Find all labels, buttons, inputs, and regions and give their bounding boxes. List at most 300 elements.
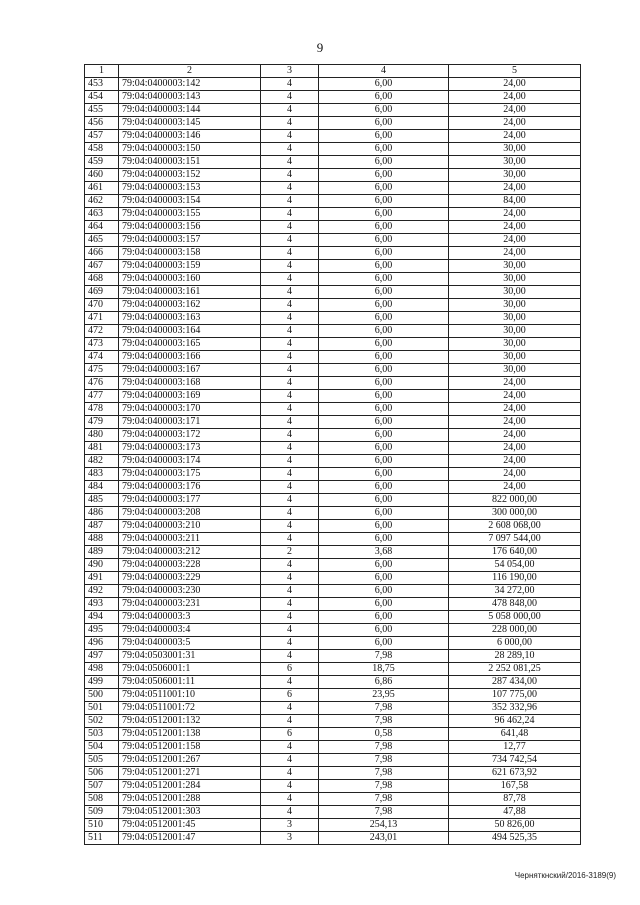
rate-value: 6,00 — [319, 533, 449, 546]
table-row — [85, 312, 581, 325]
row-number: 492 — [85, 585, 119, 598]
table-row — [85, 130, 581, 143]
table-row — [85, 715, 581, 728]
category-code: 4 — [261, 104, 319, 117]
category-code: 4 — [261, 195, 319, 208]
category-code: 4 — [261, 676, 319, 689]
cadastral-number: 79:04:0512001:271 — [119, 767, 261, 780]
cadastral-number: 79:04:0400003:151 — [119, 156, 261, 169]
table-header-row — [85, 65, 581, 78]
table-row — [85, 208, 581, 221]
table-row — [85, 728, 581, 741]
row-number: 501 — [85, 702, 119, 715]
category-code: 4 — [261, 585, 319, 598]
rate-value: 7,98 — [319, 767, 449, 780]
row-number: 494 — [85, 611, 119, 624]
amount-value: 24,00 — [449, 416, 581, 429]
cadastral-number: 79:04:0511001:72 — [119, 702, 261, 715]
row-number: 470 — [85, 299, 119, 312]
row-number: 487 — [85, 520, 119, 533]
amount-value: 96 462,24 — [449, 715, 581, 728]
cadastral-number: 79:04:0400003:152 — [119, 169, 261, 182]
row-number: 455 — [85, 104, 119, 117]
table-row — [85, 403, 581, 416]
category-code: 4 — [261, 442, 319, 455]
category-code: 4 — [261, 494, 319, 507]
table-row — [85, 481, 581, 494]
column-header: 1 — [85, 65, 119, 78]
category-code: 4 — [261, 169, 319, 182]
table-row — [85, 507, 581, 520]
rate-value: 6,00 — [319, 598, 449, 611]
row-number: 493 — [85, 598, 119, 611]
rate-value: 6,00 — [319, 104, 449, 117]
rate-value: 6,00 — [319, 78, 449, 91]
category-code: 4 — [261, 520, 319, 533]
amount-value: 24,00 — [449, 377, 581, 390]
amount-value: 24,00 — [449, 182, 581, 195]
amount-value: 30,00 — [449, 338, 581, 351]
rate-value: 0,58 — [319, 728, 449, 741]
rate-value: 7,98 — [319, 741, 449, 754]
category-code: 4 — [261, 286, 319, 299]
column-header: 2 — [119, 65, 261, 78]
amount-value: 24,00 — [449, 247, 581, 260]
rate-value: 6,00 — [319, 364, 449, 377]
rate-value: 7,98 — [319, 793, 449, 806]
category-code: 4 — [261, 741, 319, 754]
table-row — [85, 325, 581, 338]
amount-value: 30,00 — [449, 325, 581, 338]
amount-value: 84,00 — [449, 195, 581, 208]
cadastral-number: 79:04:0400003:156 — [119, 221, 261, 234]
rate-value: 6,00 — [319, 338, 449, 351]
rate-value: 6,00 — [319, 403, 449, 416]
table-row — [85, 247, 581, 260]
rate-value: 6,00 — [319, 351, 449, 364]
cadastral-number: 79:04:0400003:230 — [119, 585, 261, 598]
rate-value: 6,00 — [319, 312, 449, 325]
row-number: 488 — [85, 533, 119, 546]
amount-value: 2 608 068,00 — [449, 520, 581, 533]
table-row — [85, 741, 581, 754]
row-number: 471 — [85, 312, 119, 325]
cadastral-number: 79:04:0400003:167 — [119, 364, 261, 377]
table-row — [85, 338, 581, 351]
row-number: 472 — [85, 325, 119, 338]
table-row — [85, 689, 581, 702]
table-row — [85, 598, 581, 611]
category-code: 4 — [261, 364, 319, 377]
rate-value: 6,00 — [319, 208, 449, 221]
amount-value: 5 058 000,00 — [449, 611, 581, 624]
table-row — [85, 195, 581, 208]
cadastral-number: 79:04:0400003:163 — [119, 312, 261, 325]
category-code: 2 — [261, 546, 319, 559]
rate-value: 7,98 — [319, 715, 449, 728]
table-row — [85, 767, 581, 780]
amount-value: 24,00 — [449, 455, 581, 468]
cadastral-number: 79:04:0400003:160 — [119, 273, 261, 286]
row-number: 489 — [85, 546, 119, 559]
amount-value: 494 525,35 — [449, 832, 581, 845]
category-code: 4 — [261, 260, 319, 273]
category-code: 4 — [261, 559, 319, 572]
amount-value: 228 000,00 — [449, 624, 581, 637]
cadastral-number: 79:04:0512001:284 — [119, 780, 261, 793]
cadastral-number: 79:04:0400003:142 — [119, 78, 261, 91]
amount-value: 50 826,00 — [449, 819, 581, 832]
row-number: 503 — [85, 728, 119, 741]
category-code: 3 — [261, 832, 319, 845]
table-row — [85, 117, 581, 130]
table-row — [85, 637, 581, 650]
rate-value: 6,00 — [319, 117, 449, 130]
rate-value: 6,00 — [319, 429, 449, 442]
row-number: 474 — [85, 351, 119, 364]
rate-value: 6,00 — [319, 624, 449, 637]
cadastral-number: 79:04:0512001:288 — [119, 793, 261, 806]
cadastral-number: 79:04:0400003:150 — [119, 143, 261, 156]
row-number: 468 — [85, 273, 119, 286]
cadastral-number: 79:04:0400003:162 — [119, 299, 261, 312]
table-row — [85, 572, 581, 585]
row-number: 505 — [85, 754, 119, 767]
page-number: 9 — [316, 40, 324, 55]
table-row — [85, 429, 581, 442]
cadastral-number: 79:04:0400003:157 — [119, 234, 261, 247]
table-row — [85, 234, 581, 247]
row-number: 484 — [85, 481, 119, 494]
cadastral-number: 79:04:0400003:228 — [119, 559, 261, 572]
category-code: 4 — [261, 715, 319, 728]
table-row — [85, 273, 581, 286]
amount-value: 24,00 — [449, 403, 581, 416]
row-number: 483 — [85, 468, 119, 481]
category-code: 4 — [261, 598, 319, 611]
category-code: 4 — [261, 637, 319, 650]
category-code: 4 — [261, 806, 319, 819]
cadastral-number: 79:04:0400003:164 — [119, 325, 261, 338]
category-code: 6 — [261, 663, 319, 676]
row-number: 491 — [85, 572, 119, 585]
cadastral-number: 79:04:0512001:303 — [119, 806, 261, 819]
cadastral-number: 79:04:0400003:168 — [119, 377, 261, 390]
table-row — [85, 533, 581, 546]
cadastral-number: 79:04:0400003:146 — [119, 130, 261, 143]
row-number: 480 — [85, 429, 119, 442]
row-number: 479 — [85, 416, 119, 429]
row-number: 458 — [85, 143, 119, 156]
category-code: 4 — [261, 221, 319, 234]
row-number: 461 — [85, 182, 119, 195]
table-row — [85, 624, 581, 637]
rate-value: 6,00 — [319, 221, 449, 234]
table-row — [85, 104, 581, 117]
row-number: 498 — [85, 663, 119, 676]
amount-value: 24,00 — [449, 221, 581, 234]
category-code: 6 — [261, 689, 319, 702]
rate-value: 6,00 — [319, 299, 449, 312]
cadastral-number: 79:04:0400003:174 — [119, 455, 261, 468]
rate-value: 7,98 — [319, 650, 449, 663]
table-row — [85, 611, 581, 624]
row-number: 462 — [85, 195, 119, 208]
amount-value: 30,00 — [449, 299, 581, 312]
rate-value: 23,95 — [319, 689, 449, 702]
rate-value: 6,00 — [319, 260, 449, 273]
category-code: 4 — [261, 143, 319, 156]
rate-value: 6,00 — [319, 325, 449, 338]
amount-value: 621 673,92 — [449, 767, 581, 780]
rate-value: 6,00 — [319, 416, 449, 429]
category-code: 4 — [261, 455, 319, 468]
category-code: 4 — [261, 767, 319, 780]
amount-value: 24,00 — [449, 234, 581, 247]
row-number: 509 — [85, 806, 119, 819]
table-row — [85, 520, 581, 533]
row-number: 454 — [85, 91, 119, 104]
category-code: 4 — [261, 390, 319, 403]
amount-value: 6 000,00 — [449, 637, 581, 650]
row-number: 469 — [85, 286, 119, 299]
cadastral-number: 79:04:0400003:153 — [119, 182, 261, 195]
cadastral-number: 79:04:0506001:1 — [119, 663, 261, 676]
rate-value: 6,00 — [319, 390, 449, 403]
rate-value: 6,00 — [319, 468, 449, 481]
category-code: 6 — [261, 728, 319, 741]
amount-value: 28 289,10 — [449, 650, 581, 663]
amount-value: 30,00 — [449, 169, 581, 182]
table-row — [85, 546, 581, 559]
amount-value: 24,00 — [449, 442, 581, 455]
row-number: 476 — [85, 377, 119, 390]
row-number: 478 — [85, 403, 119, 416]
row-number: 457 — [85, 130, 119, 143]
table-row — [85, 832, 581, 845]
rate-value: 6,00 — [319, 156, 449, 169]
row-number: 507 — [85, 780, 119, 793]
table-row — [85, 494, 581, 507]
rate-value: 6,00 — [319, 637, 449, 650]
cadastral-number: 79:04:0400003:212 — [119, 546, 261, 559]
amount-value: 24,00 — [449, 468, 581, 481]
category-code: 4 — [261, 611, 319, 624]
rate-value: 6,00 — [319, 585, 449, 598]
rate-value: 6,00 — [319, 520, 449, 533]
category-code: 4 — [261, 377, 319, 390]
row-number: 477 — [85, 390, 119, 403]
category-code: 4 — [261, 338, 319, 351]
category-code: 4 — [261, 325, 319, 338]
table-row — [85, 585, 581, 598]
table-row — [85, 299, 581, 312]
rate-value: 6,00 — [319, 247, 449, 260]
rate-value: 6,00 — [319, 195, 449, 208]
column-header: 4 — [319, 65, 449, 78]
amount-value: 34 272,00 — [449, 585, 581, 598]
cadastral-number: 79:04:0400003:155 — [119, 208, 261, 221]
rate-value: 6,00 — [319, 234, 449, 247]
row-number: 485 — [85, 494, 119, 507]
cadastral-number: 79:04:0512001:158 — [119, 741, 261, 754]
document-code: Черняткнский/2016-3189(9) — [514, 871, 616, 880]
row-number: 456 — [85, 117, 119, 130]
table-body — [85, 78, 581, 845]
column-header: 5 — [449, 65, 581, 78]
table-row — [85, 286, 581, 299]
table-row — [85, 156, 581, 169]
category-code: 4 — [261, 507, 319, 520]
row-number: 475 — [85, 364, 119, 377]
row-number: 482 — [85, 455, 119, 468]
table-row — [85, 221, 581, 234]
amount-value: 24,00 — [449, 208, 581, 221]
category-code: 4 — [261, 754, 319, 767]
category-code: 4 — [261, 481, 319, 494]
table-row — [85, 91, 581, 104]
rate-value: 6,00 — [319, 507, 449, 520]
table-row — [85, 260, 581, 273]
rate-value: 6,00 — [319, 559, 449, 572]
category-code: 4 — [261, 156, 319, 169]
table-row — [85, 182, 581, 195]
category-code: 4 — [261, 91, 319, 104]
cadastral-number: 79:04:0400003:3 — [119, 611, 261, 624]
table-row — [85, 143, 581, 156]
category-code: 4 — [261, 468, 319, 481]
rate-value: 18,75 — [319, 663, 449, 676]
cadastral-number: 79:04:0503001:31 — [119, 650, 261, 663]
amount-value: 24,00 — [449, 104, 581, 117]
table-row — [85, 806, 581, 819]
table-row — [85, 442, 581, 455]
rate-value: 6,00 — [319, 494, 449, 507]
amount-value: 24,00 — [449, 429, 581, 442]
row-number: 473 — [85, 338, 119, 351]
amount-value: 54 054,00 — [449, 559, 581, 572]
category-code: 4 — [261, 650, 319, 663]
amount-value: 24,00 — [449, 91, 581, 104]
cadastral-number: 79:04:0512001:47 — [119, 832, 261, 845]
amount-value: 87,78 — [449, 793, 581, 806]
amount-value: 7 097 544,00 — [449, 533, 581, 546]
table-row — [85, 559, 581, 572]
rate-value: 6,00 — [319, 481, 449, 494]
row-number: 465 — [85, 234, 119, 247]
cadastral-number: 79:04:0400003:171 — [119, 416, 261, 429]
cadastral-number: 79:04:0400003:145 — [119, 117, 261, 130]
rate-value: 6,00 — [319, 91, 449, 104]
cadastral-number: 79:04:0400003:173 — [119, 442, 261, 455]
category-code: 4 — [261, 572, 319, 585]
rate-value: 6,00 — [319, 130, 449, 143]
rate-value: 6,00 — [319, 611, 449, 624]
cadastral-number: 79:04:0512001:138 — [119, 728, 261, 741]
cadastral-number: 79:04:0511001:10 — [119, 689, 261, 702]
amount-value: 822 000,00 — [449, 494, 581, 507]
category-code: 4 — [261, 247, 319, 260]
amount-value: 30,00 — [449, 143, 581, 156]
amount-value: 24,00 — [449, 130, 581, 143]
table-row — [85, 364, 581, 377]
amount-value: 30,00 — [449, 351, 581, 364]
table-row — [85, 754, 581, 767]
row-number: 481 — [85, 442, 119, 455]
rate-value: 254,13 — [319, 819, 449, 832]
table-row — [85, 390, 581, 403]
row-number: 511 — [85, 832, 119, 845]
rate-value: 6,00 — [319, 286, 449, 299]
amount-value: 30,00 — [449, 260, 581, 273]
category-code: 4 — [261, 702, 319, 715]
cadastral-number: 79:04:0400003:210 — [119, 520, 261, 533]
rate-value: 3,68 — [319, 546, 449, 559]
rate-value: 6,00 — [319, 377, 449, 390]
table-row — [85, 793, 581, 806]
row-number: 496 — [85, 637, 119, 650]
amount-value: 300 000,00 — [449, 507, 581, 520]
cadastral-number: 79:04:0400003:144 — [119, 104, 261, 117]
cadastral-number: 79:04:0400003:176 — [119, 481, 261, 494]
table-row — [85, 650, 581, 663]
cadastral-number: 79:04:0400003:4 — [119, 624, 261, 637]
cadastral-number: 79:04:0400003:177 — [119, 494, 261, 507]
column-header: 3 — [261, 65, 319, 78]
cadastral-number: 79:04:0400003:154 — [119, 195, 261, 208]
amount-value: 30,00 — [449, 156, 581, 169]
cadastral-number: 79:04:0512001:45 — [119, 819, 261, 832]
cadastral-number: 79:04:0400003:166 — [119, 351, 261, 364]
category-code: 4 — [261, 429, 319, 442]
cadastral-number: 79:04:0512001:267 — [119, 754, 261, 767]
amount-value: 176 640,00 — [449, 546, 581, 559]
amount-value: 24,00 — [449, 117, 581, 130]
amount-value: 30,00 — [449, 364, 581, 377]
rate-value: 6,86 — [319, 676, 449, 689]
row-number: 500 — [85, 689, 119, 702]
table-row — [85, 78, 581, 91]
row-number: 486 — [85, 507, 119, 520]
rate-value: 6,00 — [319, 143, 449, 156]
table-row — [85, 455, 581, 468]
rate-value: 7,98 — [319, 780, 449, 793]
row-number: 504 — [85, 741, 119, 754]
row-number: 460 — [85, 169, 119, 182]
row-number: 508 — [85, 793, 119, 806]
table-row — [85, 780, 581, 793]
cadastral-number: 79:04:0400003:143 — [119, 91, 261, 104]
row-number: 506 — [85, 767, 119, 780]
category-code: 4 — [261, 403, 319, 416]
amount-value: 30,00 — [449, 312, 581, 325]
category-code: 4 — [261, 130, 319, 143]
amount-value: 478 848,00 — [449, 598, 581, 611]
category-code: 4 — [261, 312, 319, 325]
amount-value: 24,00 — [449, 390, 581, 403]
cadastral-number: 79:04:0400003:229 — [119, 572, 261, 585]
category-code: 4 — [261, 208, 319, 221]
rate-value: 6,00 — [319, 442, 449, 455]
cadastral-number: 79:04:0400003:208 — [119, 507, 261, 520]
amount-value: 12,77 — [449, 741, 581, 754]
cadastral-number: 79:04:0400003:211 — [119, 533, 261, 546]
category-code: 4 — [261, 793, 319, 806]
cadastral-number: 79:04:0400003:175 — [119, 468, 261, 481]
table-row — [85, 702, 581, 715]
rate-value: 6,00 — [319, 572, 449, 585]
amount-value: 352 332,96 — [449, 702, 581, 715]
